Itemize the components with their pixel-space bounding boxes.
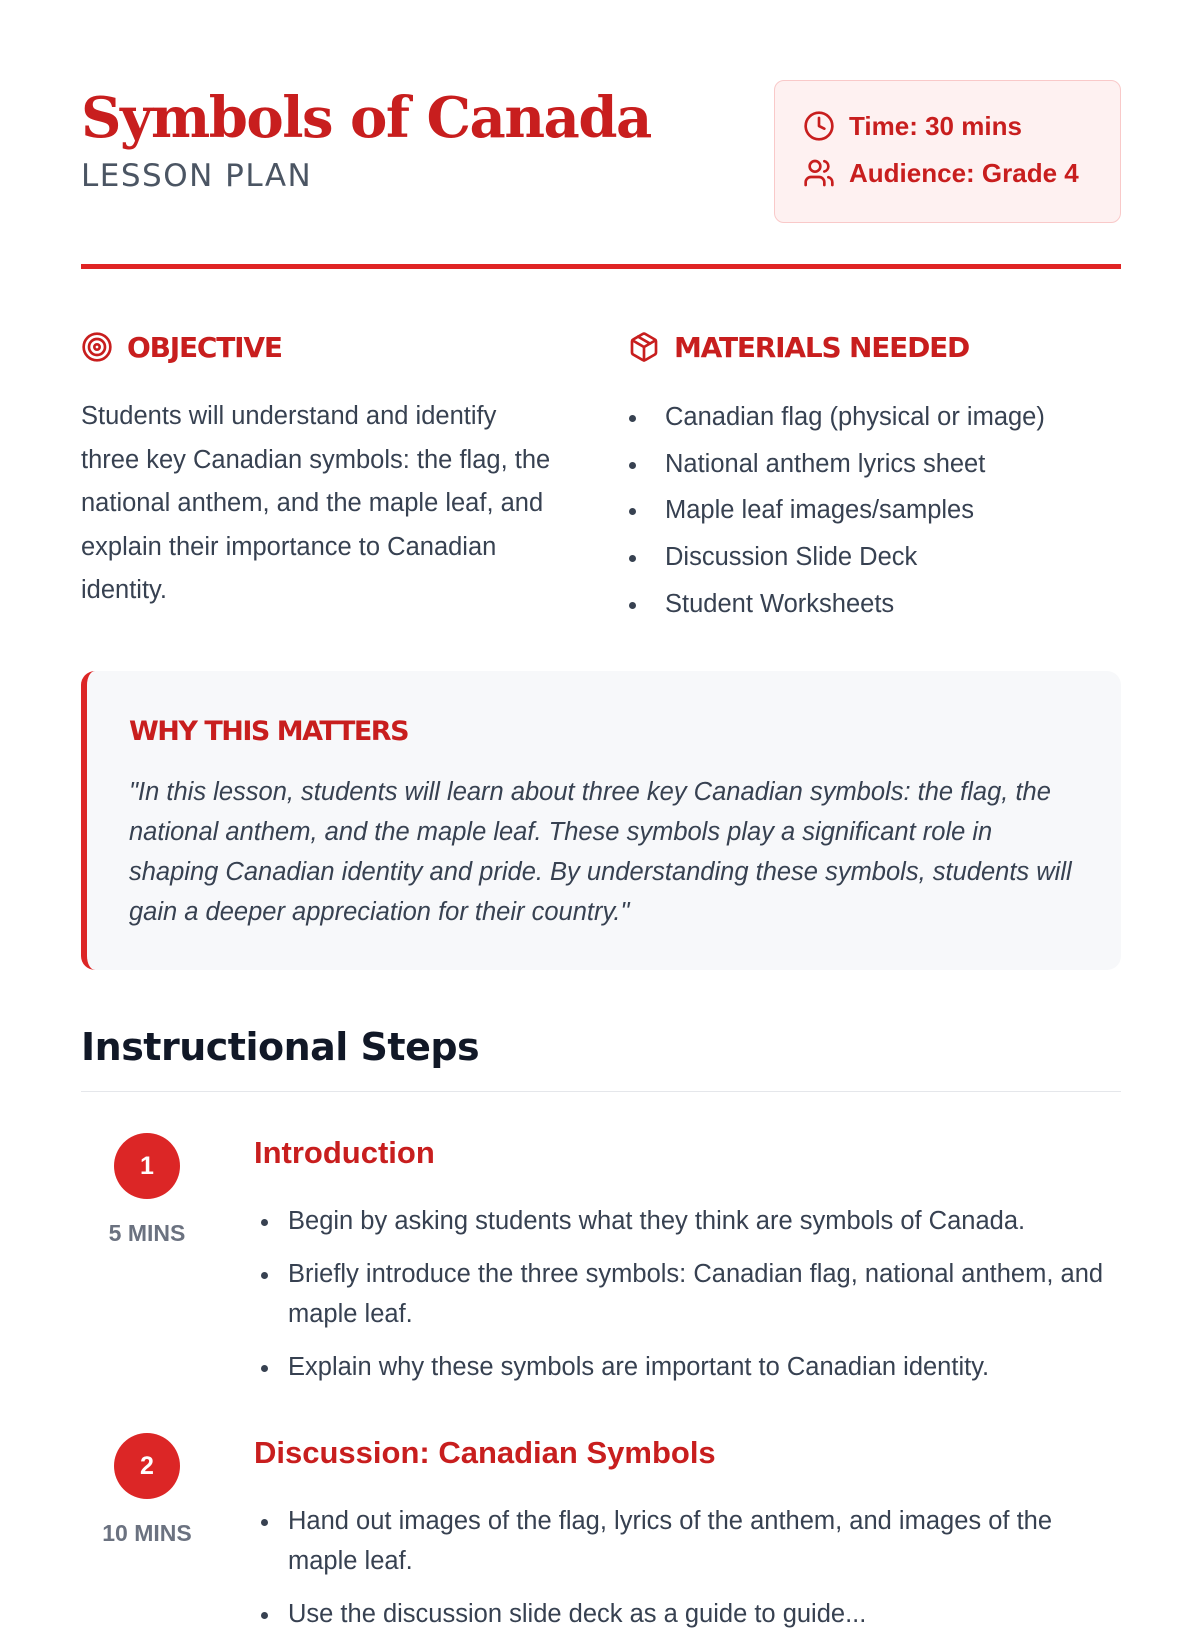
page-subtitle: LESSON PLAN bbox=[81, 158, 313, 194]
header bbox=[81, 80, 1121, 270]
step-number-badge: 2 bbox=[114, 1433, 180, 1499]
steps-heading: Instructional Steps bbox=[81, 1025, 480, 1069]
step-bullets bbox=[254, 1501, 1114, 1647]
header-divider bbox=[81, 264, 1121, 269]
list-item: Explain why these symbols are important to Canadian identity. bbox=[254, 1347, 1114, 1387]
objective-section bbox=[81, 326, 561, 613]
objective-text: Students will understand and identify three key Canadian symbols: the flag, the national anthem, and the maple leaf, and explain their importance to Canadian identity. bbox=[81, 402, 551, 604]
step-number-badge: 1 bbox=[114, 1133, 180, 1199]
steps-divider bbox=[81, 1091, 1121, 1092]
step-duration: 10 MINS bbox=[102, 1520, 192, 1546]
step-bullets bbox=[254, 1201, 1114, 1400]
objective-heading-label: OBJECTIVE bbox=[127, 330, 282, 364]
step-title: Introduction bbox=[254, 1135, 435, 1170]
why-this-matters-callout bbox=[81, 671, 1121, 970]
list-item: Discussion Slide Deck bbox=[628, 534, 1121, 581]
why-heading: WHY THIS MATTERS bbox=[129, 716, 409, 747]
list-item: National anthem lyrics sheet bbox=[628, 441, 1121, 488]
materials-heading bbox=[628, 326, 1121, 368]
step-title: Discussion: Canadian Symbols bbox=[254, 1435, 716, 1470]
box-icon bbox=[628, 331, 660, 363]
materials-section bbox=[628, 326, 1121, 628]
list-item: Canadian flag (physical or image) bbox=[628, 394, 1121, 441]
clock-icon bbox=[803, 110, 835, 142]
list-item: Begin by asking students what they think are symbols of Canada. bbox=[254, 1201, 1114, 1241]
list-item: Student Worksheets bbox=[628, 581, 1121, 628]
list-item: Hand out images of the flag, lyrics of the anthem, and images of the maple leaf. bbox=[254, 1501, 1114, 1581]
time-label: Time: 30 mins bbox=[849, 110, 1022, 141]
list-item: Maple leaf images/samples bbox=[628, 487, 1121, 534]
materials-list bbox=[628, 394, 1121, 628]
lesson-meta-box bbox=[774, 80, 1121, 223]
audience-label: Audience: Grade 4 bbox=[849, 157, 1079, 188]
users-icon bbox=[803, 157, 835, 189]
target-icon bbox=[81, 331, 113, 363]
step-duration: 5 MINS bbox=[108, 1220, 186, 1246]
objective-heading bbox=[81, 326, 561, 368]
materials-heading-label: MATERIALS NEEDED bbox=[674, 330, 970, 364]
page-title: Symbols of Canada bbox=[81, 85, 651, 151]
list-item: Briefly introduce the three symbols: Canadian flag, national anthem, and maple leaf. bbox=[254, 1254, 1114, 1334]
audience-meta bbox=[803, 157, 1079, 189]
why-quote: "In this lesson, students will learn about three key Canadian symbols: the flag, the national anthem, and the maple leaf. These symbols play a significant role in shaping Canadian identity and pride. By understanding these symbols, students will gain a deeper appreciation for their country." bbox=[129, 778, 1072, 926]
time-meta bbox=[803, 110, 1022, 142]
list-item: Use the discussion slide deck as a guide to guide... bbox=[254, 1594, 1114, 1634]
